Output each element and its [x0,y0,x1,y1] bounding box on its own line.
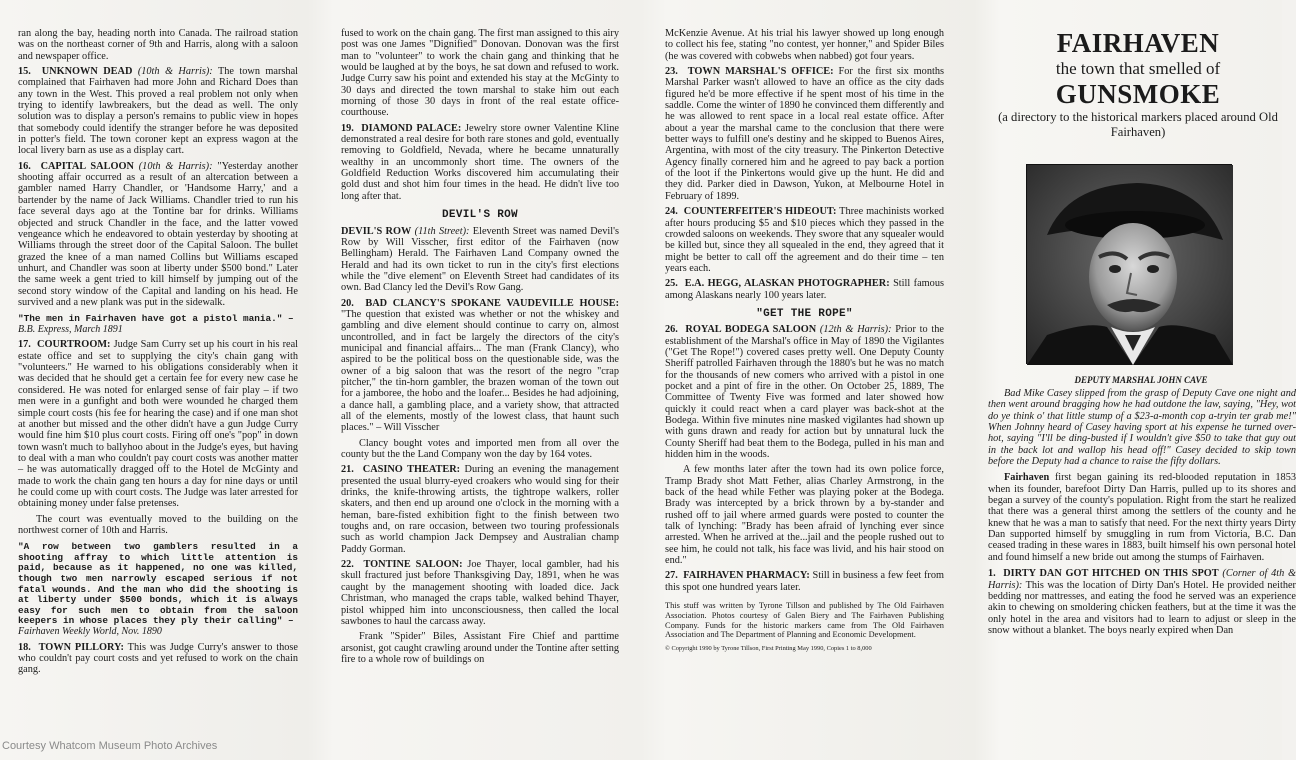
entry-title: TOWN MARSHAL'S OFFICE: [687,66,834,78]
entry-text: During an evening the management presented the usual blurry-eyed croakers who would sing for their drinks, the knife-throwing artists, the tightrope walkers, roller skaters, and then end up around one o'clock in the morning with a heman, bare-fisted exhibition fight to the finish between two toughs and, on rare occasion, between two touring professionals such as world champion Jack Dempsey and Australian champ Paddy Gorman. [341,464,619,555]
entry-location: (10th & Harris): [138,160,213,172]
marker-entry [341,123,619,202]
entry-title: UNKNOWN DEAD [41,66,133,78]
entry-title: TOWN PILLORY: [38,641,124,653]
entry-title: COUNTERFEITER'S HIDEOUT: [683,206,837,218]
cover-column [986,28,1296,760]
marker-entry [665,66,944,202]
entry-number: 20. [341,297,354,309]
entry-title: DIAMOND PALACE: [361,122,462,134]
deputy-portrait-photo [1026,164,1232,364]
entry-text: Joe Thayer, local gambler, had his skull fractured just before Thanksgiving Day, 1891, when he was caught by the management shooting with loaded dice. Jack Christman, who managed the craps table, walked behind Thayer, pistol whipped him into unconsciousness, then called the local sawbones to haul the carcass away. [341,559,619,627]
paragraph: Frank "Spider" Biles, Assistant Fire Chief and parttime arsonist, got caught crawling around under the Tontine after setting fire to a whole row of buildings on [341,631,619,665]
entry-number: 27. [665,570,678,582]
column-1 [18,28,298,756]
intro-bold: Fairhaven [1004,472,1050,484]
marker-entry [665,570,944,593]
pull-quote [18,542,298,637]
entry-number: 26. [665,324,678,336]
entry-title: TONTINE SALOON: [363,559,463,571]
entry-number: 15. [18,66,31,78]
subtitle: the town that smelled of [1055,59,1221,78]
entry-1 [988,568,1296,636]
copyright-note: © Copyright 1990 by Tyrone Tillson, First Printing May 1990, Copies 1 to 8,000 [665,644,872,652]
column-2 [341,28,619,756]
paragraph: McKenzie Avenue. At his trial his lawyer showed up long enough to collect his fee, stating "no contest, yer honner," and Spider Biles (he was covered with cobwebs when nabbed) got four years. [665,28,944,62]
entry-location: (11th Street): [414,225,470,237]
marker-entry [18,642,298,676]
quote-source: B.B. Express, March 1891 [18,323,123,335]
entry-number: 21. [341,464,354,476]
entry-text: This was Judge Curry's answer to those who couldn't pay court costs and yet refused to work on the chain gang. [18,641,299,676]
pull-quote [18,314,298,335]
entry-location: (10th & Harris): [137,66,213,78]
entry-number: 18. [18,641,31,653]
intro-text: first began gaining its red-blooded reputation in 1853 when its founder, barefoot Dirty Dan Harris, pulled up to its shores and began a survey of the county's population. Right from the start he realized that there was a general thirst among the settlers of the county and he knew that he was a man to satisfy that need. For the next thirty years Dirty Dan supported himself by smuggling in rum from Victoria, B.C. Dan ceased trading in these wares in 1883, built himself his own personal hotel and found himself a new bride out among the stumps of Fairhaven. [988,472,1296,563]
entry-title: E.A. HEGG, ALASKAN PHOTOGRAPHER: [684,278,890,290]
marker-entry [341,226,619,294]
paragraph: The court was eventually moved to the building on the northwest corner of 10th and Harris. [18,513,298,536]
entry-text: Still famous among Alaskans nearly 100 years later. [665,278,944,301]
quote-text: "The men in Fairhaven have got a pistol mania." – [18,313,294,325]
entry-title: COURTROOM: [37,339,111,351]
entry-number: 19. [341,122,354,134]
photo-caption: DEPUTY MARSHAL JOHN CAVE [1074,375,1208,385]
publication-note: This stuff was written by Tyrone Tillson and published by The Old Fairhaven Association. Photos courtesy of Galen Biery and The Fairhaven Publishing Company. Funds for the historic markers came from The Old Fairhaven Association and The Department of Planning and Economic Development. [665,601,944,640]
entry-title: CASINO THEATER: [362,464,461,476]
entry-title: CAPITAL SALOON [40,160,134,172]
entry-text: For the first six months Marshal Parker wasn't allowed to have an office as the city dads figured he'd be more effective if he spent most of his time in the saddle. Come the winter of 1890 he convinced them differently and he was allowed to rent space in a local real estate office. After about a year the marshal came to the conclusion that there were better ways to fulfill one's destiny and he skipped to Buenos Aires, Argentina, with most of the city treasury. The Pinkerton Detective Agency finally cornered him and he agreed to pay back a portion of the loot if the Pinkertons would give up the hunt. He did and they did. Parker died in Dawson, Yukon, at Melbourne Hotel in February of 1899. [665,66,944,202]
photo-credit: Courtesy Whatcom Museum Photo Archives [2,740,218,752]
entry-title: BAD CLANCY'S SPOKANE VAUDEVILLE HOUSE: [365,297,619,309]
entry-number: 16. [18,160,31,172]
entry-text: "Yesterday another shooting affair occurred as a result of an altercation between a gambler named Harry Chandler, or 'Handsome Harry,' and a bartender by the name of Jack Williams. Chandler tried to run his face several days ago at the Tontine bar for drinks. Williams objected and struck Chandler in the face, and the latter vowed vengeance which he endeavored to obtain yesterday by shooting at Williams through the street door of the Capital Saloon. The bullet grazed the knee of a man named Collins but Williams escaped unhurt, and Chandler was soon at liberty under $500 bond." Later the same week a gent tried to kill himself by jumping out of the second story window of the Capital and landing on his head. He survived and a new plank was put in the sidewalk. [18,160,298,308]
paragraph: ran along the bay, heading north into Canada. The railroad station was on the northeast corner of 9th and Harris, along with a saloon and newspaper office. [18,28,298,62]
entry-number: 23. [665,66,678,78]
entry-number: 25. [665,278,678,290]
cover-text [986,388,1296,636]
marker-entry [18,161,298,308]
entry-text: The town marshal complained that Fairhaven had more John and Richard Does than any town in the West. This proved a real problem not only when trying to identify lawbreakers, but the dead as well. The only solution was to display a person's remains to public view in hopes that somebody could identify the stranger before he was deposited in potter's field. The town coroner kept an express wagon at the local livery barn as use as a display cart. [18,66,299,157]
entry-location: (12th & Harris): [819,324,892,336]
section-heading: "GET THE ROPE" [756,307,853,320]
entry-text: "The question that existed was whether or not the whiskey and gambling and dive element should continue to carry on, almost uncontrolled, and in fact be largely the directors of the city's municipal and financial affairs... The man (Frank Clancy), who aspired to be the political boss on the questionable side, was the owner of a big saloon that was the resort of the negro "crap pitcher," the tin-horn gambler, the brazen woman of the town out for a jamboree, the hobo and the loafer... Besides he had adjoining, a dance hall, a gambling place, and a variety show, that attracted all of the elements, mostly of the lowest class, that haunt such places." – Will Visscher [341,308,619,434]
entry-title: FAIRHAVEN PHARMACY: [683,570,810,582]
column-3 [665,28,944,756]
quote-source: Fairhaven Weekly World, Nov. 1890 [18,626,162,638]
paragraph: A few months later after the town had its own police force, Tramp Brady shot Matt Fether, alias Charley Armstrong, in the back of the head while Fether was playing poker at the Bodega. Brady was intercepted by a brick thrown by a by-stander and rushed off to jail where armed guards were posted to counter the talk of lynching: "Brady has been afraid of lynching ever since arrested. When he arrived at the...jail and the people rushed out to see him, he could not talk, his face was livid, and his hair stood on end." [665,464,944,567]
entry-1-text: This was the location of Dirty Dan's Hotel. He provided neither bedding nor mattresses, and eating the food he served was an experience akin to chewing on smoldering chicken feathers, but at the time it was the only hotel in the area and visitors had to learn to adjust or sleep in the snow without a blanket. The boys nearly expired when Dan [988,579,1296,636]
marker-entry [18,339,298,509]
marker-entry [665,324,944,460]
marker-entry [341,298,619,434]
entry-number: 17. [18,339,31,351]
entry-1-title: DIRTY DAN GOT HITCHED ON THIS SPOT [1003,568,1219,580]
marker-entry [665,278,944,301]
portrait-photo-icon [1027,165,1233,365]
quote-text: "A row between two gamblers resulted in a shooting affray to which little attention is paid, because as it happened, no one was killed, though two men narrowly escaped serious if not fatal wounds. And the man who did the shooting is at liberty under $500 bonds, which it is always easy for such men to obtain from the saloon keepers in whose places they ply their calling" – [18,541,298,627]
title-fairhaven: FAIRHAVEN [1056,28,1220,58]
title-gunsmoke: GUNSMOKE [1055,79,1221,109]
paragraph: Clancy bought votes and imported men from all over the county but the the Land Company won the day by 164 votes. [341,437,619,461]
entry-text: Three machinists worked after hours producing $5 and $10 pieces which they passed in the crowded saloons on weekends. They swore that any squealer would be killed but, since they all squealed in the end, they agreed that it might be better to call off the agreement and do their time – ten years each. [665,206,944,274]
entry-text: Judge Sam Curry set up his court in his real estate office and set to supplying the city's chain gang with "volunteers." He warned to his obligations considerably when it was decided that he should get a certain fee for every new case he considered. He was noted for enlarged sense of fair play – if two men were in a gunfight and both were wounded he charged them simple court costs (his fee for hearing the case) and if one man shot at another but missed and the other didn't have a gun Judge Curry would fine him $10 plus court costs. Firing off one's "pop" in down town wasn't much to ballyhoo about in the Judge's eyes, but having to deal with a man who couldn't pay court costs was another matter – he was automatically dragged off to the Hotel de McGinty and made to work the chain gang ten hours a day for nine days or until he could come up with court costs. The Judge was later arrested for obtaining money under false pretenses. [18,339,298,510]
section-heading: DEVIL'S ROW [442,209,518,222]
marker-entry [665,206,944,274]
entry-title: DEVIL'S ROW [341,225,412,237]
entry-text: Prior to the establishment of the Marshal's office in May of 1890 the Vigilantes ("Get The Rope!") covered cases pretty well. One Deputy County Sheriff patrolled Fairhaven through the 1880's but he was no match for the thousands of new comers who arrived with a pistol in one pocket and a pint of fire in the other. On October 25, 1889, The Committee of Twenty Five was formed and later showed how quickly it could react when a card player was back-shot at the Bodega. Within five minutes nine masked vigilantes had shown up with guns drawn and ready for action but by unnatural luck the County Sheriff had beat them to the Bodega, pulled in his man and hidden him in the woods. [665,324,945,461]
marker-entry [18,66,298,157]
marker-entry [341,559,619,627]
entry-number: 22. [341,559,354,571]
entry-1-number: 1. [988,568,996,580]
entry-text: Still in business a few feet from this spot one hundred years later. [665,570,944,593]
marker-entry [341,464,619,555]
directory-description: (a directory to the historical markers placed around Old Fairhaven) [998,110,1278,139]
entry-1-location: (Corner of 4th & Harris): [988,568,1296,591]
paragraph: fused to work on the chain gang. The first man assigned to this airy post was one James "Dignified" Donovan. Donovan was the first man to "volunteer" to work the chain gang and thinking that he would be laughed at by the boys, he sat down and refused to work. Judge Curry saw his point and extended his stay at the McGinty to 30 days and directed the town marshal to stake him out each morning of those 30 days in front of the real estate office-courthouse. [341,28,619,119]
fairhaven-intro [988,472,1296,563]
entry-text: Eleventh Street was named Devil's Row by Will Visscher, first editor of the Fairhaven (now Bellingham) Herald. The Fairhaven Land Company owned the Herald and had its own ticket to run in the city's first elections while the "dive element" on Eleventh Street had candidates of its own. Bad Clancy led the Devil's Row Gang. [341,225,619,294]
entry-text: Jewelry store owner Valentine Kline demonstrated a real desire for both rare stones and gold, eventually removing to Goldfield, Nevada, where he became unnaturally wealthy in an uncommonly short time. The owners of the Goldfield Reduction Works discovered him accumulating their gold dust and shot him four times in the head. He didn't live too long after that. [341,122,619,202]
entry-number: 24. [665,206,678,218]
entry-title: ROYAL BODEGA SALOON [685,324,817,336]
casey-story: Bad Mike Casey slipped from the grasp of Deputy Cave one night and then went around bragging how he had outdone the law, saying, "Hey, wot do ye think o' that little stump of a $23-a-month cop a-tryin ter grab me!" When Johnny heard of Casey having sport at his expense he turned over-hot, saying "I'll be ding-busted if I wouldn't give $50 to take that guy out in the back lot and wallop his head off!" Casey decided to skip town before the Deputy had a chance to raise the fifty dollars. [988,388,1296,468]
